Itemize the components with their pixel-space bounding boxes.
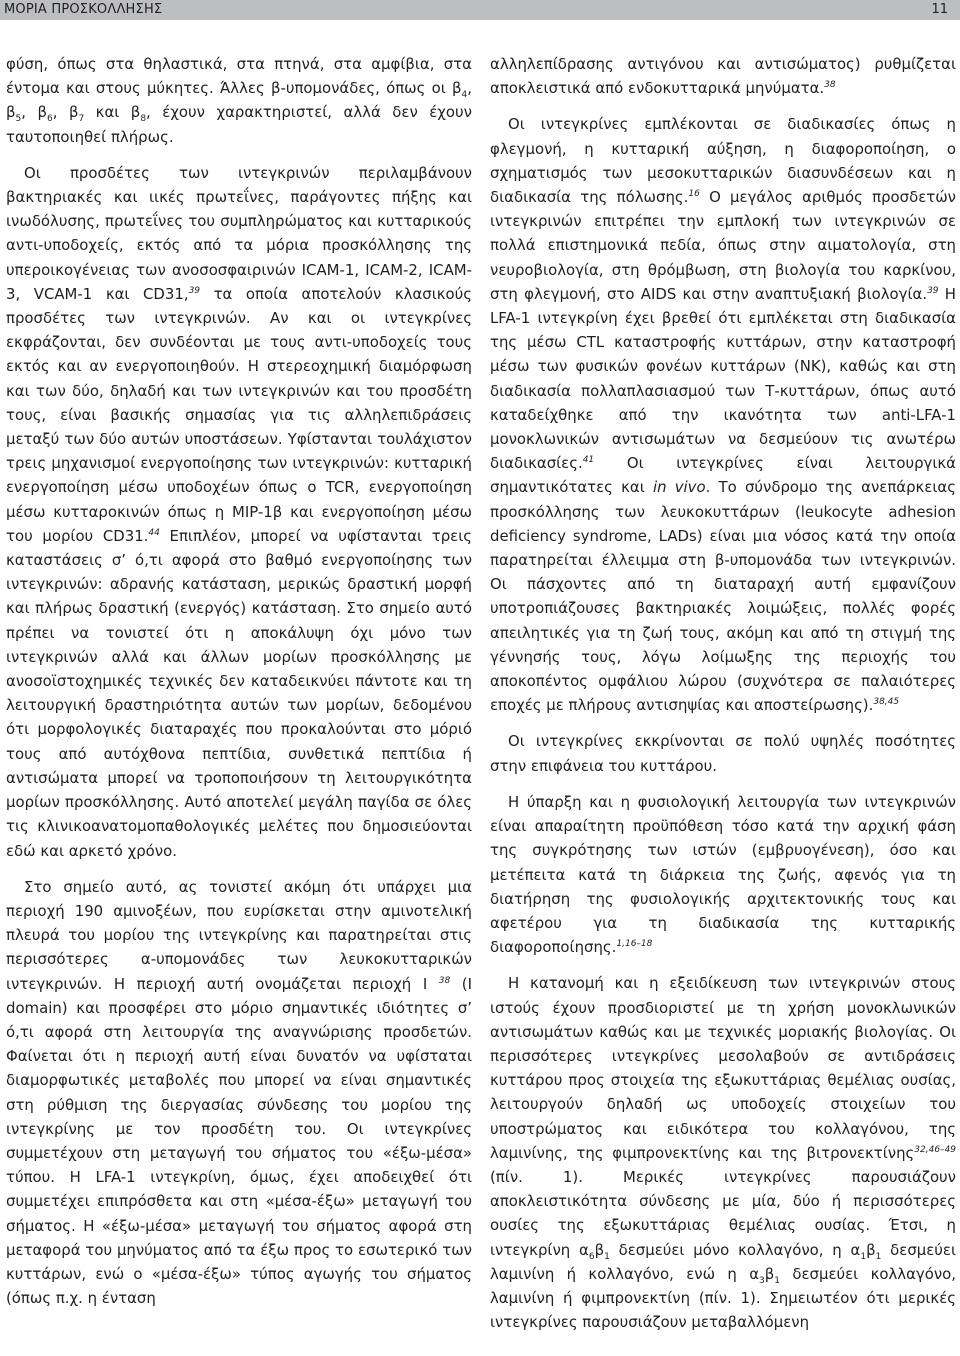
subscript: 1 (774, 1275, 781, 1286)
text-run: β (594, 1240, 605, 1259)
text-run: Οι προσδέτες των ιντεγκρινών περιλαμβάνουν βακτηριακές και ιικές πρωτεΐνες, παράγοντες πήξης και ινωδόλυσης, πρωτεΐνες του συμπληρώματος και κυτταρικούς αντι-υποδοχείς, εκτός από τα μόρια προσκόλλησης της υπεροικογένειας των ανοσοσφαιρινών ICAM-1, ICAM-2, ICAM-3, VCAM-1 και CD31, (6, 163, 472, 303)
text-run: Επιπλέον, μπορεί να υφίστανται τρεις καταστάσεις σ’ ό,τι αφορά στο βαθμό ενεργοποίησης των ιντεγκρινών: αδρανής κατάσταση, μερικώς δραστική μορφή και πλήρως δραστική (ενεργός) κατάσταση. Στο σημείο αυτό πρέπει να τονιστεί ότι η αποκάλυψη όχι μόνο των ιντεγκρινών αλλά και άλλων μορίων προσκόλλησης με ανοσοϊστοχημικές τεχνικές δεν καταδεικνύει πάντοτε και τη λειτουργική δραστηριότητα αυτών των μορίων, δεδομένου ότι μορφολογικές διαταραχές που προκαλούνται στο μόριό τους από αυτόχθονα πεπτίδια, συνθετικά πεπτίδια ή αντισώματα μπορεί να τροποποιήσουν τη λειτουργικότητα μορίων προσκόλλησης. Αυτό αποτελεί μεγάλη παγίδα σε όλες τις κλινικοανατομοπαθολογικές μελέτες που δημοσιεύονται εδώ και αρκετό χρόνο. (6, 526, 472, 860)
subscript: 1 (604, 1251, 610, 1262)
text-run: δεσμεύει λαμινίνη ή κολλαγόνο, ενώ η α (490, 1240, 956, 1283)
text-run: , β (21, 103, 47, 122)
text-run: , β (6, 79, 472, 122)
paragraph (6, 875, 472, 1311)
text-run: και β (84, 103, 141, 122)
subscript: 8 (140, 114, 147, 125)
paragraph (490, 971, 956, 1334)
paragraph (6, 161, 472, 863)
text-run: Οι ιντεγκρίνες είναι λειτουργικά σημαντικότατες και (490, 454, 956, 497)
text-run: Στο σημείο αυτό, ας τονιστεί ακόμη ότι υπάρχει μια περιοχή 190 αμινοξέων, που ευρίσκεται στην αμινοτελική πλευρά του μορίου της ιντεγκρίνης και παρατηρείται στις περισσότερες α-υπομονάδες των λευκοκυτταρικών ιντεγκρινών. Η περιοχή αυτή ονομάζεται περιοχή Ι (6, 877, 472, 993)
subscript: 1 (875, 1251, 882, 1262)
italic-text: in vivo (652, 478, 706, 497)
citation-superscript: 38,45 (873, 697, 900, 708)
text-run: Οι ιντεγκρίνες εμπλέκονται σε διαδικασίες όπως η φλεγμονή, η κυτταρική αύξηση, η διαφοροποίηση, ο σχηματισμός των μεσοκυτταρικών διασυνδέσεων και η διαδικασία της πόλωσης. (490, 115, 956, 207)
subscript: 5 (15, 114, 22, 125)
citation-superscript: 39 (927, 285, 939, 296)
text-run: β (866, 1240, 876, 1259)
citation-superscript: 38 (824, 80, 836, 91)
citation-superscript: 1,16–18 (616, 939, 653, 950)
subscript: 1 (860, 1251, 867, 1262)
text-run: Η κατανομή και η εξειδίκευση των ιντεγκρινών στους ιστούς έχουν προσδιοριστεί με τη χρήση μονοκλωνικών αντισωμάτων καθώς και με τεχνικές μοριακής βιολογίας. Οι περισσότερες ιντεγκρίνες μεσολαβούν σε αντιδράσεις κυττάρου προς στοιχεία της εξωκυττάριας θεμέλιας ουσίας, λειτουργούν δηλαδή ως υποδοχείς στοιχείων του υποστρώματος και ειδικότερα του κολλαγόνου, της λαμινίνης, της φιμπρονεκτίνης και της βιτρονεκτίνης (490, 974, 956, 1162)
text-run: (I domain) και προσφέρει στο μόριο σημαντικές ιδιότητες σ’ ό,τι αφορά στη λειτουργία της αναγνώρισης προσδετών. Φαίνεται ότι η περιοχή αυτή είναι δυνατόν να υφίσταται διαμορφωτικές μεταβολές που μπορεί να είναι σημαντικές στη ρύθμιση της διεργασίας σύνδεσης του μορίου της ιντεγκρίνης με τον προσδέτη του. Οι ιντεγκρίνες συμμετέχουν στη μεταγωγή του σήματος του «έξω-μέσα» τύπου. Η LFA-1 ιντεγκρίνη, όμως, έχει αποδειχθεί ότι συμμετέχει επιπρόσθετα και στη «μέσα-έξω» μεταγωγή του σήματος. Η «έξω-μέσα» μεταγωγή του σήματος αφορά στη μεταφορά του μηνύματος από τα έξω προς το εσωτερικό των κυττάρων, ενώ ο «μέσα-έξω» τύπος αγωγής του σήματος (όπως π.χ. η ένταση (6, 974, 473, 1308)
text-run: , έχουν χαρακτηριστεί, αλλά δεν έχουν ταυτοποιηθεί πλήρως. (6, 103, 472, 146)
citation-superscript: 16 (688, 189, 700, 200)
citation-superscript: 41 (582, 455, 595, 466)
text-run: β (764, 1264, 775, 1283)
paragraph (490, 729, 956, 777)
text-run: (πίν. 1). Μερικές ιντεγκρίνες παρουσιάζουν αποκλειστικότητα σύνδεσης με μία, δύο ή περισσότερες ουσίες της εξωκυττάριας θεμέλιας ουσίας. Έτσι, η ιντεγκρίνη α (490, 1167, 956, 1259)
paragraph (6, 52, 472, 149)
text-run: δεσμεύει μόνο κολλαγόνο, η α (609, 1240, 861, 1259)
running-title: ΜΟΡΙΑ ΠΡΟΣΚΟΛΛΗΣΗΣ (4, 2, 163, 17)
subscript: 7 (78, 114, 85, 125)
citation-superscript: 32,46–49 (914, 1144, 956, 1155)
text-run: Ο μεγάλος αριθμός προσδετών ιντεγκρινών επιτρέπει την εμπλοκή των ιντεγκρινών σε πολλά επιστημονικά πεδία, όπως στην αιματολογία, στη νευροβιολογία, στη θρόμβωση, στη βιολογία του καρκίνου, στη φλεγμονή, στο AIDS και στην αναπτυξιακή βιολογία. (490, 188, 956, 303)
text-run: Η LFA-1 ιντεγκρίνη έχει βρεθεί ότι εμπλέκεται στη διαδικασία της μέσω CTL καταστροφής κυττάρων, στην καταστροφή μέσω των φυσικών φονέων κυττάρων (NK), καθώς και στη διαδικασία πολλαπλασιασμού των Τ-κυττάρων, όπως αυτό καταδείχθηκε από την ικανότητα των anti-LFA-1 μονοκλωνικών αντισωμάτων να δεσμεύουν τις ανωτέρω διαδικασίες. (490, 284, 956, 473)
running-header (0, 0, 960, 20)
subscript: 6 (588, 1251, 595, 1262)
left-column (6, 52, 472, 1322)
subscript: 3 (759, 1275, 765, 1286)
text-run: . Το σύνδρομο της ανεπάρκειας προσκόλλησης των λευκοκυττάρων (leukocyte adhesion deficiency syndrome, LADs) είναι μια νόσος κατά την οποία παρατηρείται έλλειμμα στη β-υπομονάδα των ιντεγκρινών. Οι πάσχοντες από τη διαταραχή αυτή εμφανίζουν υποτροπιάζουσες βακτηριακές λοιμώξεις, πολλές φορές απειλητικές για τη ζωή τους, ακόμη και από τη στιγμή της γέννησής τους, λόγω λοίμωξης της περιοχής του αποκοπέντος ομφάλιου λώρου (συχνότερα σε παλαιότερες εποχές με πλήρους αντισηψίας και αποστείρωσης). (490, 478, 956, 715)
subscript: 4 (461, 90, 468, 101)
paragraph (490, 112, 956, 717)
text-run: τα οποία αποτελούν κλασικούς προσδέτες των ιντεγκρινών. Αν και οι ιντεγκρίνες εκφράζονται, δεν συνδέονται με τους αντι-υποδοχείς τους εκτός και αν ενεργοποιηθούν. Η στερεοχημική διαμόρφωση και των δύο, δηλαδή και των ιντεγκρινών και του προσδέτη τους, είναι βασικής σημασίας για τις αλληλεπιδράσεις μεταξύ των δύο αυτών υποστάσεων. Υφίστανται τουλάχιστον τρεις μηχανισμοί ενεργοποίησης των ιντεγκρινών: κυτταρική ενεργοποίηση μέσω υποδοχέων όπως ο TCR, ενεργοποίηση μέσω κυτταροκινών όπως η MIP-1β και ενεργοποίηση μέσω του μορίου CD31. (6, 284, 472, 545)
citation-superscript: 38 (438, 975, 451, 986)
text-run: , β (52, 103, 79, 122)
page-number: 11 (931, 2, 948, 17)
text-run: φύση, όπως στα θηλαστικά, στα πτηνά, στα αμφίβια, στα έντομα και στους μύκητες. Άλλες β-υπομονάδες, όπως οι β (6, 55, 472, 98)
text-run: Η ύπαρξη και η φυσιολογική λειτουργία των ιντεγκρινών είναι απαραίτητη προϋπόθεση τόσο κατά την αρχική φάση της συγκρότησης των ιστών (εμβρυογένεση), όσο και μετέπειτα κατά τη διάρκεια της ζωής, αφενός για τη διατήρηση της φυσιολογικής αρχιτεκτονικής τους και αφετέρου για τη διαδικασία της κυτταρικής διαφοροποίησης. (490, 792, 956, 957)
right-column (490, 52, 956, 1346)
text-run: δεσμεύει κολλαγόνο, λαμινίνη ή φιμπρονεκτίνη (πίν. 1). Σημειωτέον ότι μερικές ιντεγκρίνες παρουσιάζουν μεταβαλλόμενη (490, 1264, 957, 1332)
text-run: Οι ιντεγκρίνες εκκρίνονται σε πολύ υψηλές ποσότητες στην επιφάνεια του κυττάρου. (490, 732, 956, 775)
citation-superscript: 44 (148, 527, 160, 538)
paragraph (490, 52, 956, 100)
paragraph (490, 790, 956, 959)
citation-superscript: 39 (188, 285, 201, 296)
text-run: αλληλεπίδρασης αντιγόνου και αντισώματος) ρυθμίζεται αποκλειστικά από ενδοκυτταρικά μηνύματα. (490, 55, 956, 98)
subscript: 6 (46, 114, 53, 125)
